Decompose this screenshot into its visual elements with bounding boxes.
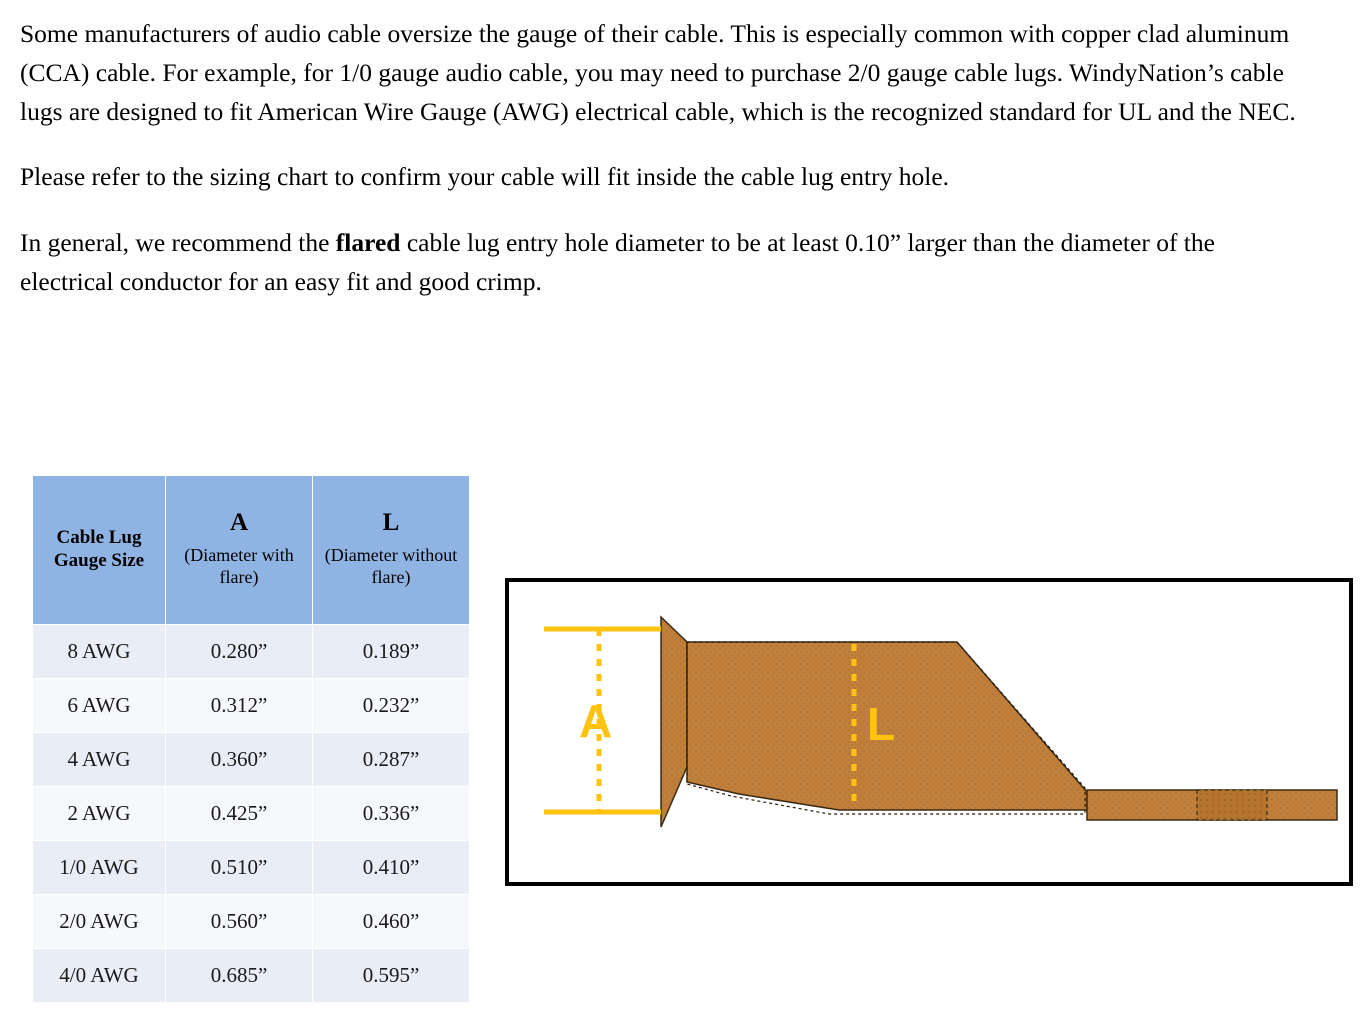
lug-flare-shape [661,617,687,827]
dimension-l-label: L [867,698,896,750]
cable-lug-drawing [509,582,1349,882]
cell-l: 0.410” [313,841,470,895]
table-row [33,679,470,733]
cell-a: 0.685” [166,949,313,1003]
table-header-row [33,476,470,625]
cell-gauge: 8 AWG [33,625,166,679]
paragraph-3 [20,223,1300,301]
cell-a: 0.360” [166,733,313,787]
cell-a: 0.510” [166,841,313,895]
cell-l: 0.287” [313,733,470,787]
cell-a: 0.560” [166,895,313,949]
cell-a: 0.280” [166,625,313,679]
cell-l: 0.232” [313,679,470,733]
cell-l: 0.189” [313,625,470,679]
cell-l: 0.460” [313,895,470,949]
column-header-a [166,476,313,625]
column-header-gauge-label: Cable Lug Gauge Size [53,527,145,571]
cell-a: 0.425” [166,787,313,841]
cell-l: 0.336” [313,787,470,841]
table-body [33,625,470,1003]
table-row [33,841,470,895]
paragraph-3-lead: In general, we recommend the [20,228,336,257]
column-header-a-sub: (Diameter with flare) [184,544,294,587]
cell-gauge: 2 AWG [33,787,166,841]
table-row [33,787,470,841]
column-header-gauge [33,476,166,625]
cable-lug-diagram [505,578,1353,886]
paragraph-1: Some manufacturers of audio cable oversize the gauge of their cable. This is especially common with copper clad aluminum (CCA) cable. For example, for 1/0 gauge audio cable, you may need to purchase 2/0 gauge cable lugs. WindyNation’s cable lugs are designed to fit American Wire Gauge (AWG) electrical cable, which is the recognized standard for UL and the NEC. [20,19,1296,126]
column-header-l-letter: L [382,508,400,536]
cell-gauge: 4 AWG [33,733,166,787]
paragraph-3-emphasis: flared [335,228,401,257]
column-header-a-letter: A [229,508,249,536]
cell-gauge: 4/0 AWG [33,949,166,1003]
column-header-l [313,476,470,625]
cell-gauge: 1/0 AWG [33,841,166,895]
dimension-a-label: A [579,695,613,747]
cell-l: 0.595” [313,949,470,1003]
table-row [33,949,470,1003]
table-row [33,733,470,787]
paragraph-2: Please refer to the sizing chart to confirm your cable will fit inside the cable lug entry hole. [20,162,950,191]
cable-lug-sizing-table [32,475,470,1003]
lug-tongue-hole [1197,790,1267,820]
cell-a: 0.312” [166,679,313,733]
table-row [33,895,470,949]
body-text [20,14,1300,301]
column-header-l-sub: (Diameter without flare) [324,544,458,587]
cell-gauge: 2/0 AWG [33,895,166,949]
paragraph-3-tail: cable lug entry hole diameter to be at least 0.10” larger than the diameter of the electrical conductor for an easy fit and good crimp. [20,228,1215,296]
table-row [33,625,470,679]
cell-gauge: 6 AWG [33,679,166,733]
